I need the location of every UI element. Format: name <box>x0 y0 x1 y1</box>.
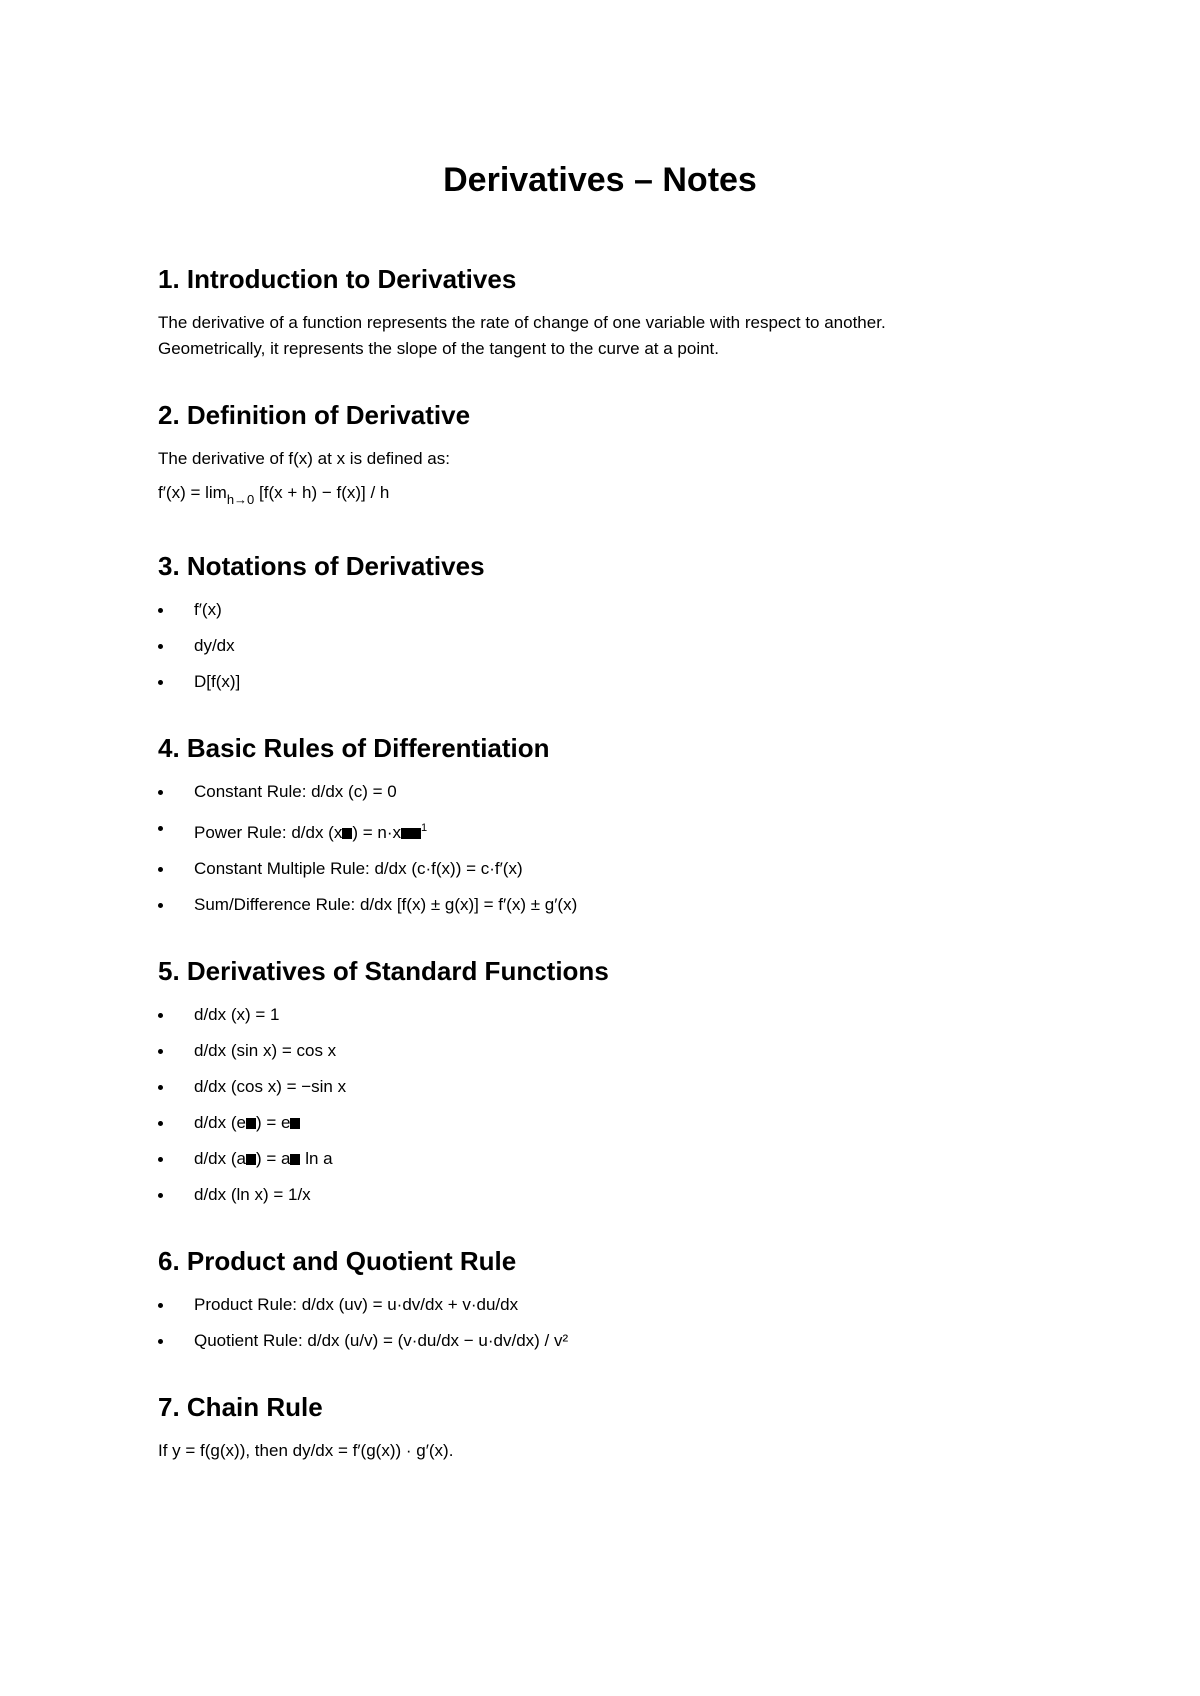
section-product-quotient <box>158 1244 1058 1354</box>
list-item <box>158 1074 1058 1100</box>
list-item <box>158 1110 1058 1136</box>
paragraph: Geometrically, it represents the slope of the tangent to the curve at a point. <box>158 339 719 358</box>
section-heading: 7. Chain Rule <box>158 1392 323 1422</box>
notation-list <box>158 597 1058 695</box>
list-item <box>158 1328 1058 1354</box>
missing-glyph-icon <box>342 828 352 839</box>
paragraph: The derivative of f(x) at x is defined as: <box>158 449 450 468</box>
missing-glyph-icon <box>401 828 411 839</box>
bullet-icon <box>158 1085 163 1090</box>
section-heading: 6. Product and Quotient Rule <box>158 1246 517 1276</box>
standard-derivatives-list <box>158 1002 1058 1208</box>
bullet-icon <box>158 790 163 795</box>
bullet-icon <box>158 608 163 613</box>
list-item <box>158 1038 1058 1064</box>
bullet-icon <box>158 1013 163 1018</box>
list-item-text: Constant Rule: d/dx (c) = 0 <box>194 782 397 801</box>
bullet-icon <box>158 826 163 831</box>
bullet-icon <box>158 903 163 908</box>
bullet-icon <box>158 1121 163 1126</box>
section-heading: 4. Basic Rules of Differentiation <box>158 733 550 763</box>
missing-glyph-icon <box>246 1118 256 1129</box>
list-item-text: d/dx (ln x) = 1/x <box>194 1185 311 1204</box>
section-definition <box>158 398 1058 513</box>
list-item-text: d/dx (e <box>194 1113 246 1132</box>
section-basic-rules <box>158 731 1058 918</box>
formula-subscript: h→0 <box>226 492 255 507</box>
bullet-icon <box>158 867 163 872</box>
list-item <box>158 669 1058 695</box>
section-heading: 5. Derivatives of Standard Functions <box>158 956 609 986</box>
list-item <box>158 597 1058 623</box>
list-item-text: Sum/Difference Rule: d/dx [f(x) ± g(x)] = f′(x) ± g′(x) <box>194 895 578 914</box>
bullet-icon <box>158 1303 163 1308</box>
list-item <box>158 1292 1058 1318</box>
list-item-text: Power Rule: d/dx (x <box>194 823 343 842</box>
list-item-text: dy/dx <box>194 636 235 655</box>
list-item-text: d/dx (cos x) = −sin x <box>194 1077 347 1096</box>
section-chain-rule <box>158 1390 1058 1464</box>
formula-left: f′(x) = lim <box>158 483 227 502</box>
missing-glyph-icon <box>290 1118 300 1129</box>
bullet-icon <box>158 1157 163 1162</box>
missing-glyph-icon <box>246 1154 256 1165</box>
list-item-text: D[f(x)] <box>194 672 241 691</box>
section-notations <box>158 549 1058 695</box>
page-title: Derivatives – Notes <box>443 161 757 199</box>
list-item-text: Constant Multiple Rule: d/dx (c·f(x)) = c·f′(x) <box>194 859 523 878</box>
list-item-text: Product Rule: d/dx (uv) = u·dv/dx + v·du/dx <box>194 1295 519 1314</box>
superscript: 1 <box>421 822 428 834</box>
list-item-text: Quotient Rule: d/dx (u/v) = (v·du/dx − u·dv/dx) / v² <box>194 1331 569 1350</box>
list-item-text: ) = n·x <box>352 823 401 842</box>
list-item <box>158 1146 1058 1172</box>
list-item <box>158 1002 1058 1028</box>
section-heading: 3. Notations of Derivatives <box>158 551 485 581</box>
document-body <box>158 262 1058 1500</box>
list-item-text: d/dx (x) = 1 <box>194 1005 280 1024</box>
list-item <box>158 815 1058 846</box>
section-heading: 1. Introduction to Derivatives <box>158 264 517 294</box>
list-item <box>158 779 1058 805</box>
list-item-text: d/dx (sin x) = cos x <box>194 1041 337 1060</box>
rules-list <box>158 779 1058 918</box>
list-item-text: ) = e <box>255 1113 291 1132</box>
bullet-icon <box>158 1339 163 1344</box>
bullet-icon <box>158 1049 163 1054</box>
bullet-icon <box>158 1193 163 1198</box>
formula-right: [f(x + h) − f(x)] / h <box>254 483 390 502</box>
list-item <box>158 892 1058 918</box>
list-item-text: ) = a <box>255 1149 291 1168</box>
section-standard-functions <box>158 954 1058 1208</box>
missing-glyph-icon <box>411 828 421 839</box>
list-item-text: f′(x) <box>194 600 222 619</box>
list-item-text: ln a <box>300 1149 333 1168</box>
missing-glyph-icon <box>290 1154 300 1165</box>
section-introduction <box>158 262 1058 362</box>
list-item <box>158 633 1058 659</box>
paragraph: If y = f(g(x)), then dy/dx = f′(g(x)) · g′(x). <box>158 1441 454 1460</box>
list-item <box>158 856 1058 882</box>
list-item <box>158 1182 1058 1208</box>
section-heading: 2. Definition of Derivative <box>158 400 471 430</box>
definition-formula <box>158 480 1058 513</box>
bullet-icon <box>158 644 163 649</box>
bullet-icon <box>158 680 163 685</box>
product-quotient-list <box>158 1292 1058 1354</box>
list-item-text: d/dx (a <box>194 1149 246 1168</box>
paragraph: The derivative of a function represents the rate of change of one variable with respect to another. <box>158 313 886 332</box>
